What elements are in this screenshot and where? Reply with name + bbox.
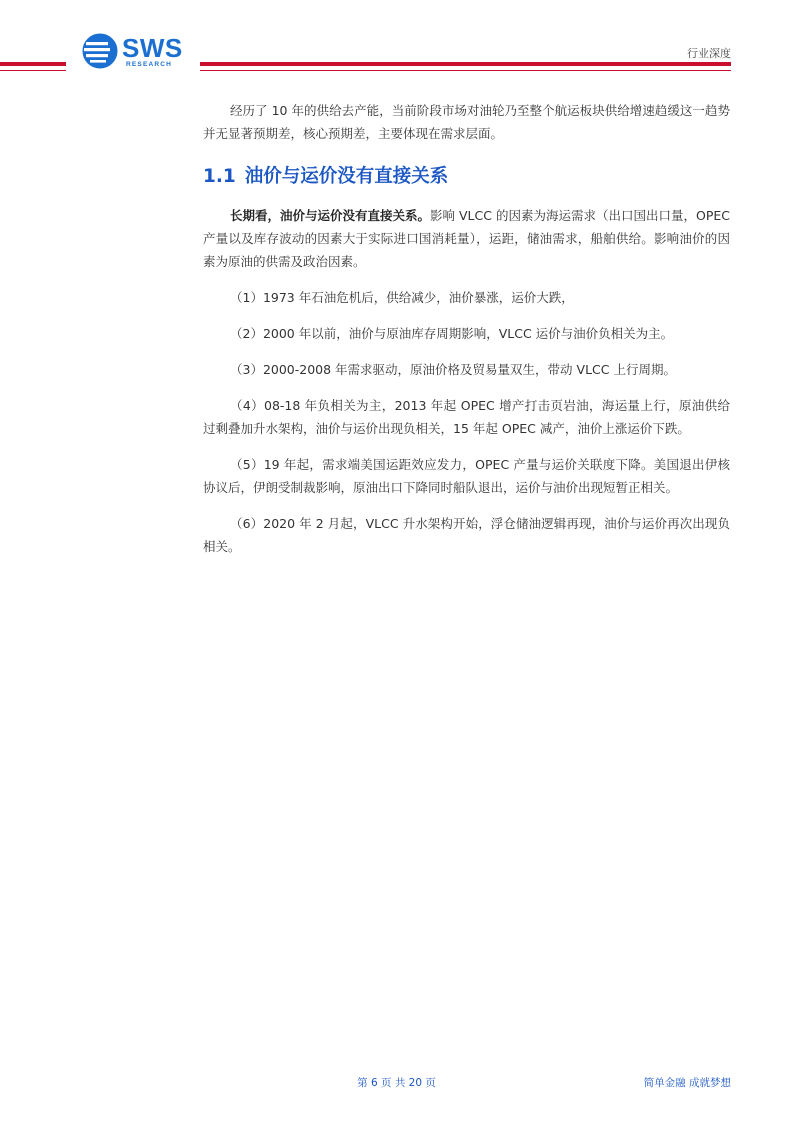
list-item-4: （4）08-18 年负相关为主，2013 年起 OPEC 增产打击页岩油，海运量上行，原油供给过剩叠加升水架构，油价与运价出现负相关，15 年起 OPEC 减产，油价上涨运价下跌。: [203, 398, 730, 436]
header-rule-right: [200, 62, 731, 66]
list-item-1: （1）1973 年石油危机后，供给减少，油价暴涨，运价大跌，: [230, 290, 574, 305]
header-rule-right-thin: [200, 70, 731, 71]
list-item-5: （5）19 年起，需求端美国运距效应发力，OPEC 产量与运价关联度下降。美国退出伊核协议后，伊朗受制裁影响，原油出口下降同时船队退出，运价与油价出现短暂正相关。: [203, 457, 730, 495]
header-rule-left-thin: [0, 70, 66, 71]
section-number: 1.1: [203, 166, 236, 187]
lead-bold-text: 长期看，油价与运价没有直接关系。: [230, 208, 431, 223]
report-type-label: 行业深度: [687, 47, 731, 60]
sws-logo: [82, 33, 192, 73]
page-number: 第 6 页 共 20 页: [357, 1077, 436, 1089]
logo-wordmark: SWS: [122, 33, 183, 63]
section-heading: [203, 164, 730, 190]
intro-paragraph: 经历了 10 年的供给去产能，当前阶段市场对油轮乃至整个航运板块供给增速趋缓这一趋势并无显著预期差，核心预期差，主要体现在需求层面。: [203, 103, 730, 141]
footer-slogan: 简单金融 成就梦想: [643, 1077, 731, 1089]
list-item-2: （2）2000 年以前，油价与原油库存周期影响，VLCC 运价与油价负相关为主。: [230, 326, 674, 341]
header-rule-left: [0, 62, 66, 66]
lead-body-text: 影响 VLCC 的因素为海运需求（出口国出口量，OPEC 产量以及库存波动的因素大于实际进口国消耗量），运距，储油需求，船舶供给。影响油价的因素为原油的供需及政治因素。: [203, 208, 730, 269]
section-title-text: 油价与运价没有直接关系: [244, 166, 449, 187]
lead-paragraph: [203, 204, 730, 273]
sws-globe-icon: [82, 33, 118, 69]
page-content: [203, 99, 730, 558]
list-item-6: （6）2020 年 2 月起，VLCC 升水架构开始，浮仓储油逻辑再现，油价与运价再次出现负相关。: [203, 516, 730, 554]
list-item-3: （3）2000-2008 年需求驱动，原油价格及贸易量双生，带动 VLCC 上行周期。: [230, 362, 676, 377]
logo-subtext: RESEARCH: [126, 61, 173, 68]
